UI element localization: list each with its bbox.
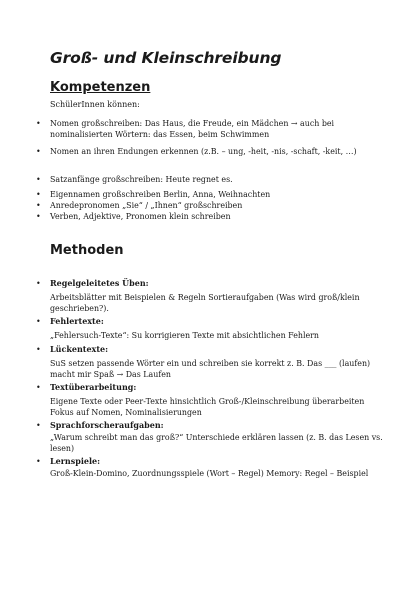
bullet-icon: • [36,457,41,466]
methoden-heading: Methoden [50,243,124,258]
method-title [36,278,149,289]
method-description: „Fehlersuch-Texte“: Su korrigieren Texte mit absichtlichen Fehlern [50,331,319,340]
bullet-icon: • [36,119,41,128]
list-item-text: Verben, Adjektive, Pronomen klein schreiben [50,212,231,221]
method-title-text: Lernspiele: [50,456,101,466]
bullet-icon: • [36,201,41,210]
method-description: Eigene Texte oder Peer-Texte hinsichtlich Groß-/Kleinschreibung überarbeiten Fokus auf Nomen, Nominalisierungen [50,397,365,417]
list-item [36,200,385,211]
bullet-icon: • [36,175,41,184]
method-title [36,344,109,355]
bullet-icon: • [36,147,41,156]
method-description: Groß-Klein-Domino, Zuordnungsspiele (Wort – Regel) Memory: Regel – Beispiel [50,469,369,478]
bullet-icon: • [36,421,41,430]
list-item-text: Eigennamen großschreiben Berlin, Anna, Weihnachten [50,190,271,199]
method-title-text: Textüberarbeitung: [50,382,137,392]
method-title [36,316,104,327]
bullet-icon: • [36,212,41,221]
method-title-text: Regelgeleitetes Üben: [50,278,149,288]
list-item-text: Nomen an ihren Endungen erkennen (z.B. – ung, -heit, -nis, -schaft, -keit, …) [50,147,357,156]
bullet-icon: • [36,279,41,288]
document-title: Groß- und Kleinschreibung [50,49,282,67]
method-description: Arbeitsblätter mit Beispielen & Regeln Sortieraufgaben (Was wird groß/klein geschrieben?). [50,293,360,313]
list-item [36,118,385,140]
list-item-text: Satzanfänge großschreiben: Heute regnet es. [50,175,233,184]
method-title [36,420,164,431]
bullet-icon: • [36,317,41,326]
method-title [36,456,101,467]
list-item [36,189,385,200]
method-title [36,382,137,393]
method-description: SuS setzen passende Wörter ein und schreiben sie korrekt z. B. Das ___ (laufen) macht mir Spaß → Das Laufen [50,359,371,379]
bullet-icon: • [36,190,41,199]
list-item-text: Anredepronomen „Sie“ / „Ihnen“ großschreiben [50,201,243,210]
kompetenzen-intro: SchülerInnen können: [50,100,140,109]
list-item [36,211,385,222]
kompetenzen-heading: Kompetenzen [50,80,151,95]
list-item [36,174,385,185]
list-item-text: Nomen großschreiben: Das Haus, die Freude, ein Mädchen → auch bei nominalisierten Wörtern: das Essen, beim Schwimmen [50,119,335,139]
method-title-text: Fehlertexte: [50,316,104,326]
method-title-text: Lückentexte: [50,344,109,354]
bullet-icon: • [36,383,41,392]
method-title-text: Sprachforscheraufgaben: [50,420,164,430]
list-item [36,146,385,157]
bullet-icon: • [36,345,41,354]
method-description: „Warum schreibt man das groß?“ Unterschiede erklären lassen (z. B. das Lesen vs. lesen) [50,433,383,453]
